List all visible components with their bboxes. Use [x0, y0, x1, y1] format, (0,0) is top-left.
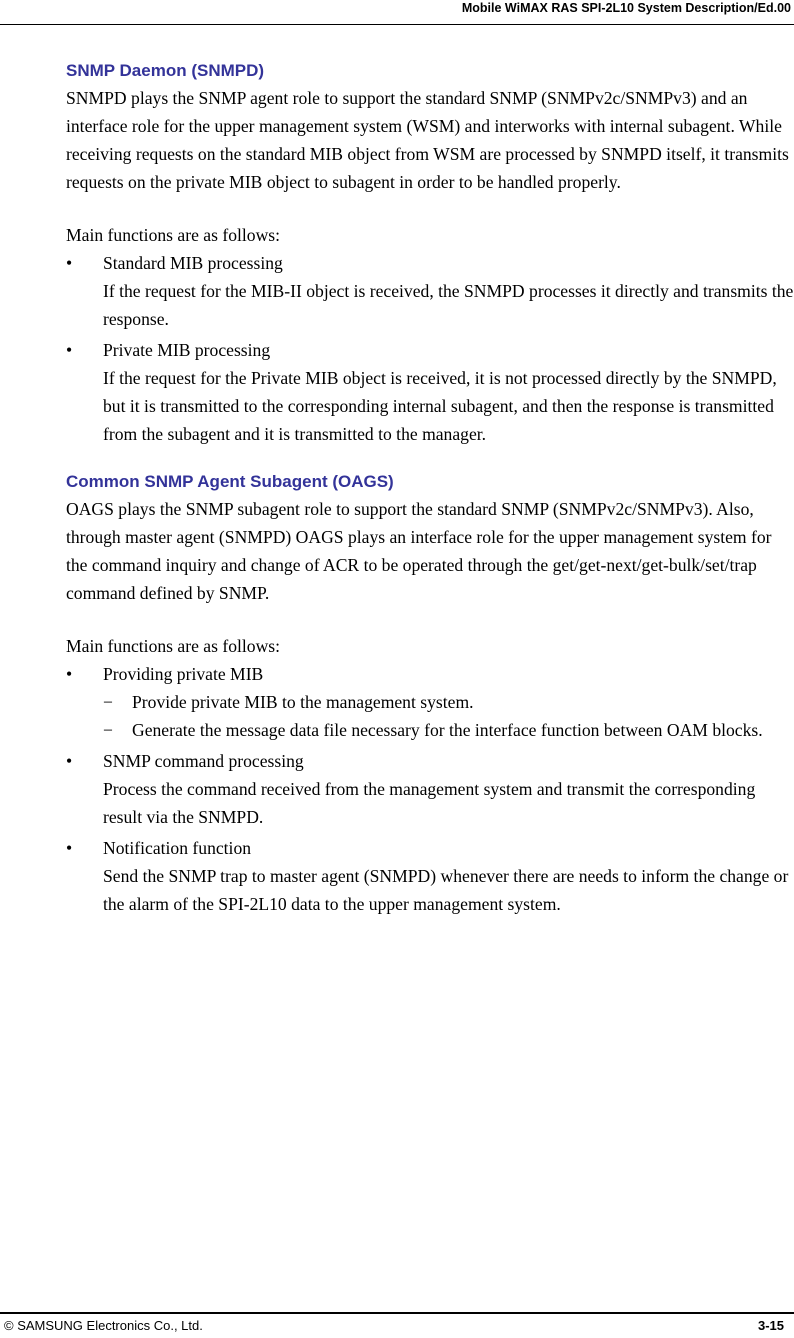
section-heading-oags: Common SNMP Agent Subagent (OAGS) [66, 472, 394, 491]
bullet-icon: • [66, 838, 73, 858]
spacer [66, 196, 794, 221]
bullet-icon: • [66, 340, 73, 360]
page-header [0, 0, 794, 25]
main-functions-label: Main functions are as follows: [66, 636, 281, 656]
list-item [66, 249, 794, 333]
page-content [66, 58, 794, 918]
list-item [66, 336, 794, 448]
bullet-icon: • [66, 751, 73, 771]
bullet-title: Standard MIB processing [103, 253, 283, 273]
section-intro-snmpd: SNMPD plays the SNMP agent role to support the standard SNMP (SNMPv2c/SNMPv3) and an interface role for the upper management system (WSM) and interworks with internal subagent. While receiving requests on the standard MIB object from WSM are processed by SNMPD itself, it transmits requests on the private MIB object to subagent in order to be handled properly. [66, 88, 789, 192]
page-number: 3-15 [757, 1318, 784, 1333]
sub-item-text: Generate the message data file necessary for the interface function between OAM blocks. [132, 720, 763, 740]
dash-icon: − [103, 692, 113, 712]
bullet-title: Providing private MIB [103, 664, 264, 684]
list-item [66, 660, 794, 744]
bullet-icon: • [66, 664, 73, 684]
bullet-description: If the request for the Private MIB object is received, it is not processed directly by the SNMPD, but it is transmitted to the corresponding internal subagent, and then the response is transmitted from the subagent and it is transmitted to the manager. [103, 368, 777, 444]
bullet-title: Notification function [103, 838, 252, 858]
sub-list-item [103, 716, 794, 744]
main-functions-label: Main functions are as follows: [66, 225, 281, 245]
dash-icon: − [103, 720, 113, 740]
bullet-icon: • [66, 253, 73, 273]
copyright: © SAMSUNG Electronics Co., Ltd. [4, 1318, 203, 1333]
document-title: Mobile WiMAX RAS SPI-2L10 System Description/Ed.00 [461, 1, 791, 15]
section-intro-oags: OAGS plays the SNMP subagent role to support the standard SNMP (SNMPv2c/SNMPv3). Also, through master agent (SNMPD) OAGS plays an interface role for the upper management system for the command inquiry and change of ACR to be operated through the get/get-next/get-bulk/set/trap command defined by SNMP. [66, 499, 772, 603]
bullet-description: Process the command received from the management system and transmit the corresponding result via the SNMPD. [103, 779, 756, 827]
page-footer [0, 1312, 794, 1338]
bullet-description: If the request for the MIB-II object is received, the SNMPD processes it directly and transmits the response. [103, 281, 794, 329]
sub-item-text: Provide private MIB to the management system. [132, 692, 474, 712]
bullet-title: SNMP command processing [103, 751, 304, 771]
bullet-title: Private MIB processing [103, 340, 271, 360]
section-heading-snmpd: SNMP Daemon (SNMPD) [66, 61, 265, 80]
sub-list-item [103, 688, 794, 716]
list-item [66, 747, 794, 831]
list-item [66, 834, 794, 918]
bullet-description: Send the SNMP trap to master agent (SNMPD) whenever there are needs to inform the change or the alarm of the SPI-2L10 data to the upper management system. [103, 866, 789, 914]
